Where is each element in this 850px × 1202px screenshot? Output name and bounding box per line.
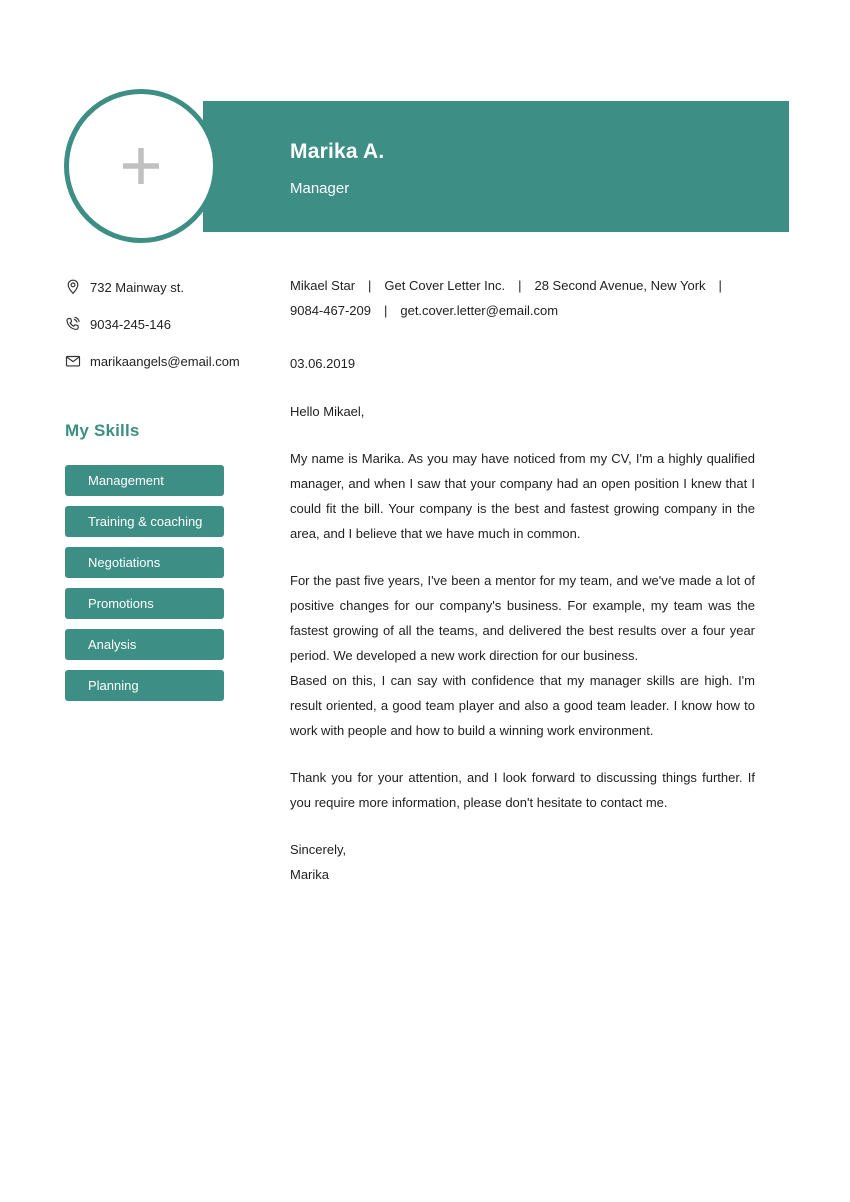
letter-paragraph: For the past five years, I've been a mentor for my team, and we've made a lot of positive changes for our company's business. For example, my team was the fastest growing of all the teams, and delivered the best results over a four year period. We developed a new work direction for our business. Based on this, I can say with confidence that my manager skills are high. I'm result oriented, a good team player and also a good team leader. I know how to work with people and how to build a winning work environment. [290,573,755,738]
location-icon [65,279,81,295]
signoff-line: Marika [290,867,330,882]
contact-list [65,279,265,390]
header-band [203,101,789,232]
letter-paragraph: Thank you for your attention, and I look forward to discussing things further. If you require more information, please don't hesitate to contact me. [290,770,755,810]
letter-signoff [290,837,777,887]
skill-badge: Analysis [65,629,224,660]
skill-badge: Management [65,465,224,496]
separator: | [718,278,722,293]
skills-heading: My Skills [65,421,140,440]
contact-email: marikaangels@email.com [90,353,240,369]
letter-paragraph: My name is Marika. As you may have noticed from my CV, I'm a highly qualified manager, and when I saw that your company had an open position I knew that I could fit the bill. Your company is the best and fastest growing company in the area, and I believe that we have much in common. [290,451,755,541]
letter-body [290,273,777,887]
recipient-field: 9084-467-209 [290,303,371,318]
skill-badge: Planning [65,670,224,701]
email-icon [65,353,81,369]
signoff-line: Sincerely, [290,842,347,857]
letter-date: 03.06.2019 [290,356,356,371]
person-title: Manager [290,180,350,197]
contact-row-email [65,353,265,369]
contact-row-address [65,279,265,295]
recipient-field: get.cover.letter@email.com [400,303,559,318]
skills-list [65,465,224,711]
phone-icon [65,316,81,332]
letter-paragraphs [290,446,755,815]
add-photo-icon[interactable] [119,144,163,188]
separator: | [383,303,388,318]
photo-placeholder[interactable] [64,89,218,243]
recipient-info [290,273,777,323]
contact-address: 732 Mainway st. [90,279,184,295]
recipient-line [290,273,777,298]
contact-phone: 9034-245-146 [90,316,171,332]
separator: | [368,278,372,293]
recipient-field: Mikael Star [290,278,356,293]
skill-badge: Negotiations [65,547,224,578]
separator: | [518,278,522,293]
recipient-line [290,298,777,323]
skill-badge: Promotions [65,588,224,619]
recipient-field: 28 Second Avenue, New York [534,278,706,293]
letter-greeting: Hello Mikael, [290,404,365,419]
person-name: Marika A. [290,140,385,163]
recipient-field: Get Cover Letter Inc. [384,278,506,293]
skill-badge: Training & coaching [65,506,224,537]
contact-row-phone [65,316,265,332]
